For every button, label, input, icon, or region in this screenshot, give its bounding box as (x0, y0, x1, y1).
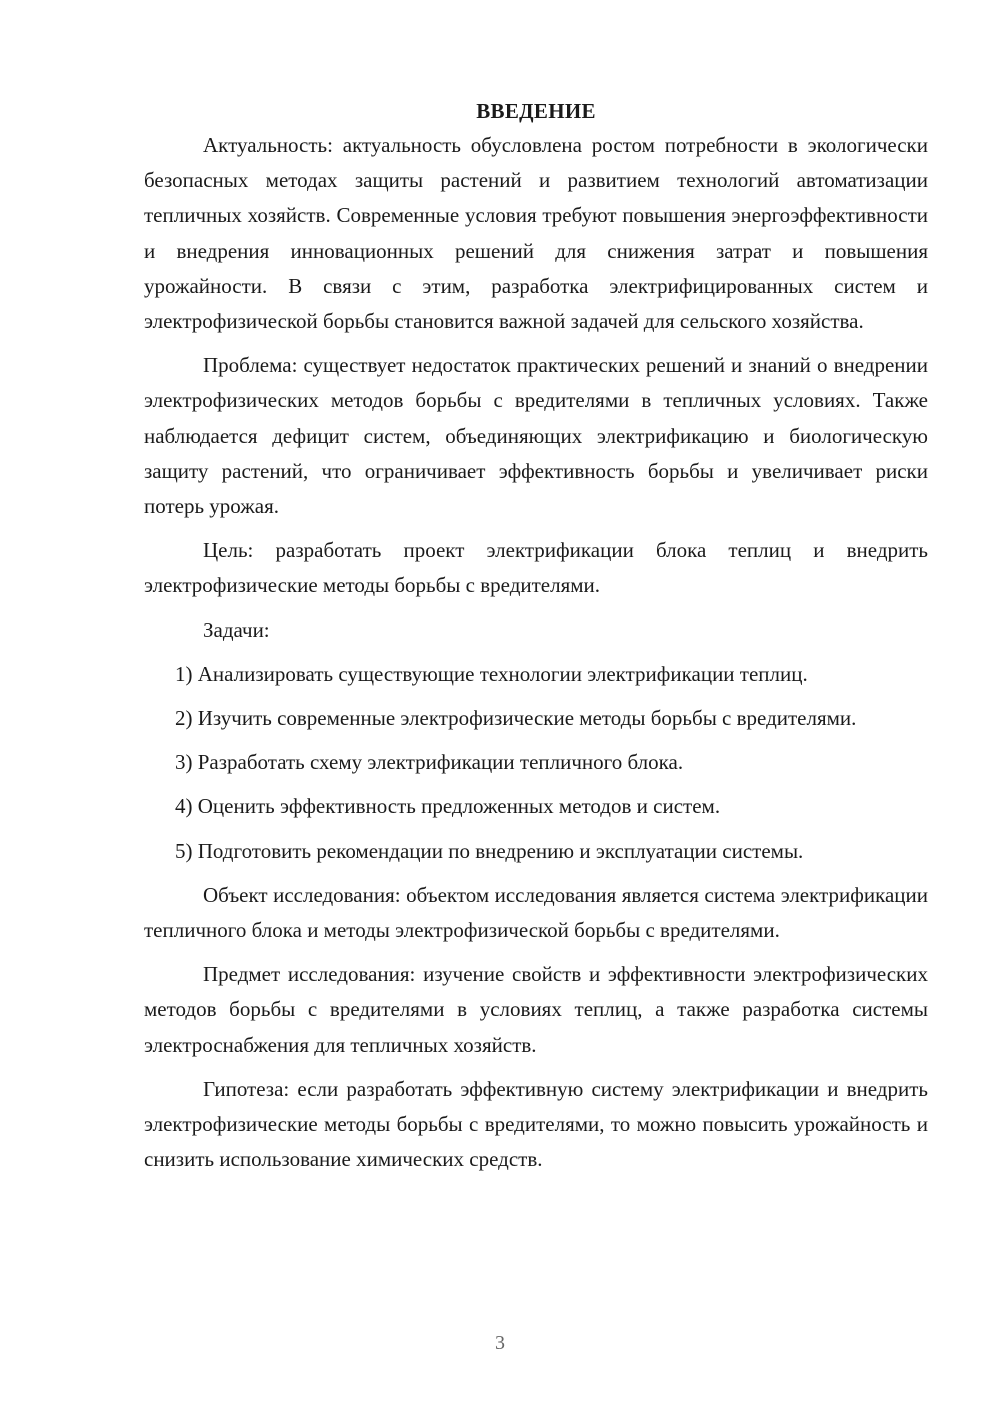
tasks-list (144, 657, 928, 869)
paragraph-tasks-label: Задачи: (203, 617, 270, 642)
task-item-5: 5) Подготовить рекомендации по внедрению и эксплуатации системы. (175, 838, 804, 863)
page-number: 3 (495, 1332, 505, 1354)
page-content (144, 95, 928, 1177)
task-item-2: 2) Изучить современные электрофизические методы борьбы с вредителями. (175, 706, 857, 731)
paragraph-goal: Цель: разработать проект электрификации блока теплиц и внедрить электрофизические методы борьбы с вредителями. (144, 538, 928, 598)
paragraph-hypothesis: Гипотеза: если разработать эффективную систему электрификации и внедрить электрофизические методы борьбы с вредителями, то можно повысить урожайность и снизить использование химических средств. (144, 1076, 928, 1172)
paragraph-relevance: Актуальность: актуальность обусловлена ростом потребности в экологически безопасных методах защиты растений и развитием технологий автоматизации тепличных хозяйств. Современные условия требуют повышения энергоэффективности и внедрения инновационных решений для снижения затрат и повышения урожайности. В связи с этим, разработка электрифицированных систем и электрофизической борьбы становится важной задачей для сельского хозяйства. (144, 133, 928, 334)
paragraph-problem: Проблема: существует недостаток практических решений и знаний о внедрении электрофизических методов борьбы с вредителями в тепличных условиях. Также наблюдается дефицит систем, объединяющих электрификацию и биологическую защиту растений, что ограничивает эффективность борьбы и увеличивает риски потерь урожая. (144, 353, 928, 519)
task-item-3: 3) Разработать схему электрификации тепличного блока. (175, 750, 684, 775)
paragraph-object: Объект исследования: объектом исследования является система электрификации тепличного блока и методы электрофизической борьбы с вредителями. (144, 882, 928, 943)
paragraph-subject: Предмет исследования: изучение свойств и эффективности электрофизических методов борьбы с вредителями в условиях теплиц, а также разработка системы электроснабжения для тепличных хозяйств. (144, 962, 928, 1057)
section-heading: ВВЕДЕНИЕ (476, 99, 596, 123)
task-item-1: 1) Анализировать существующие технологии электрификации теплиц. (175, 661, 808, 686)
task-item-4: 4) Оценить эффективность предложенных методов и систем. (175, 794, 721, 819)
